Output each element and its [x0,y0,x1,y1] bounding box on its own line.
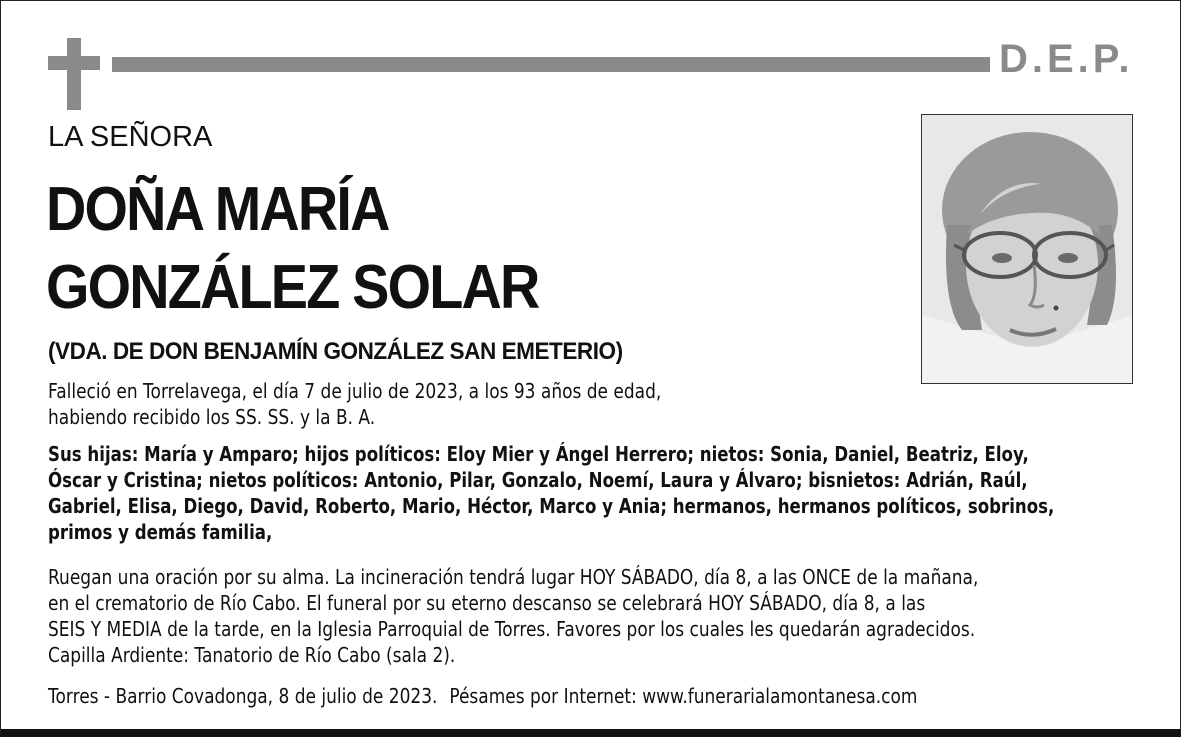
service-line: Ruegan una oración por su alma. La incineración tendrá lugar HOY SÁBADO, día 8, a las ONCE de la mañana, [48,565,979,589]
family-line: Sus hijas: María y Amparo; hijos políticos: Eloy Mier y Ángel Herrero; nietos: Sonia, Daniel, Beatriz, Eloy, [48,442,1029,466]
deceased-name [46,171,784,327]
death-paragraph [48,378,661,430]
family-line: Gabriel, Elisa, Diego, David, Roberto, Mario, Héctor, Marco y Ania; hermanos, hermanos políticos, sobrinos, [48,494,1055,518]
dep-label: D.E.P. [999,37,1134,81]
header-rule [112,57,990,72]
family-paragraph [48,441,1054,545]
portrait-photo [921,114,1133,384]
family-line: primos y demás familia, [48,520,273,544]
family-line: Óscar y Cristina; nietos políticos: Antonio, Pilar, Gonzalo, Noemí, Laura y Álvaro; bisnietos: Adrián, Raúl, [48,468,1028,492]
footer-place-date: Torres - Barrio Covadonga, 8 de julio de 2023. [48,684,438,708]
name-line-2: GONZÁLEZ SOLAR [46,253,539,322]
death-line: habiendo recibido los SS. SS. y la B. A. [48,405,376,429]
service-line: SEIS Y MEDIA de la tarde, en la Iglesia Parroquial de Torres. Favores por los cuales les quedarán agradecidos. [48,617,976,641]
footer [48,683,917,709]
service-line: en el crematorio de Río Cabo. El funeral por su eterno descanso se celebrará HOY SÁBADO, día 8, a las [48,591,926,615]
service-line: Capilla Ardiente: Tanatorio de Río Cabo (sala 2). [48,643,456,667]
widow-of: (VDA. DE DON BENJAMÍN GONZÁLEZ SAN EMETERIO) [48,338,623,365]
footer-web: Pésames por Internet: www.funerarialamontanesa.com [449,684,918,708]
service-paragraph [48,564,978,668]
cross-icon [48,38,100,110]
death-line: Falleció en Torrelavega, el día 7 de julio de 2023, a los 93 años de edad, [48,379,662,403]
intro-label: LA SEÑORA [48,121,213,153]
name-line-1: DOÑA MARÍA [46,175,389,244]
